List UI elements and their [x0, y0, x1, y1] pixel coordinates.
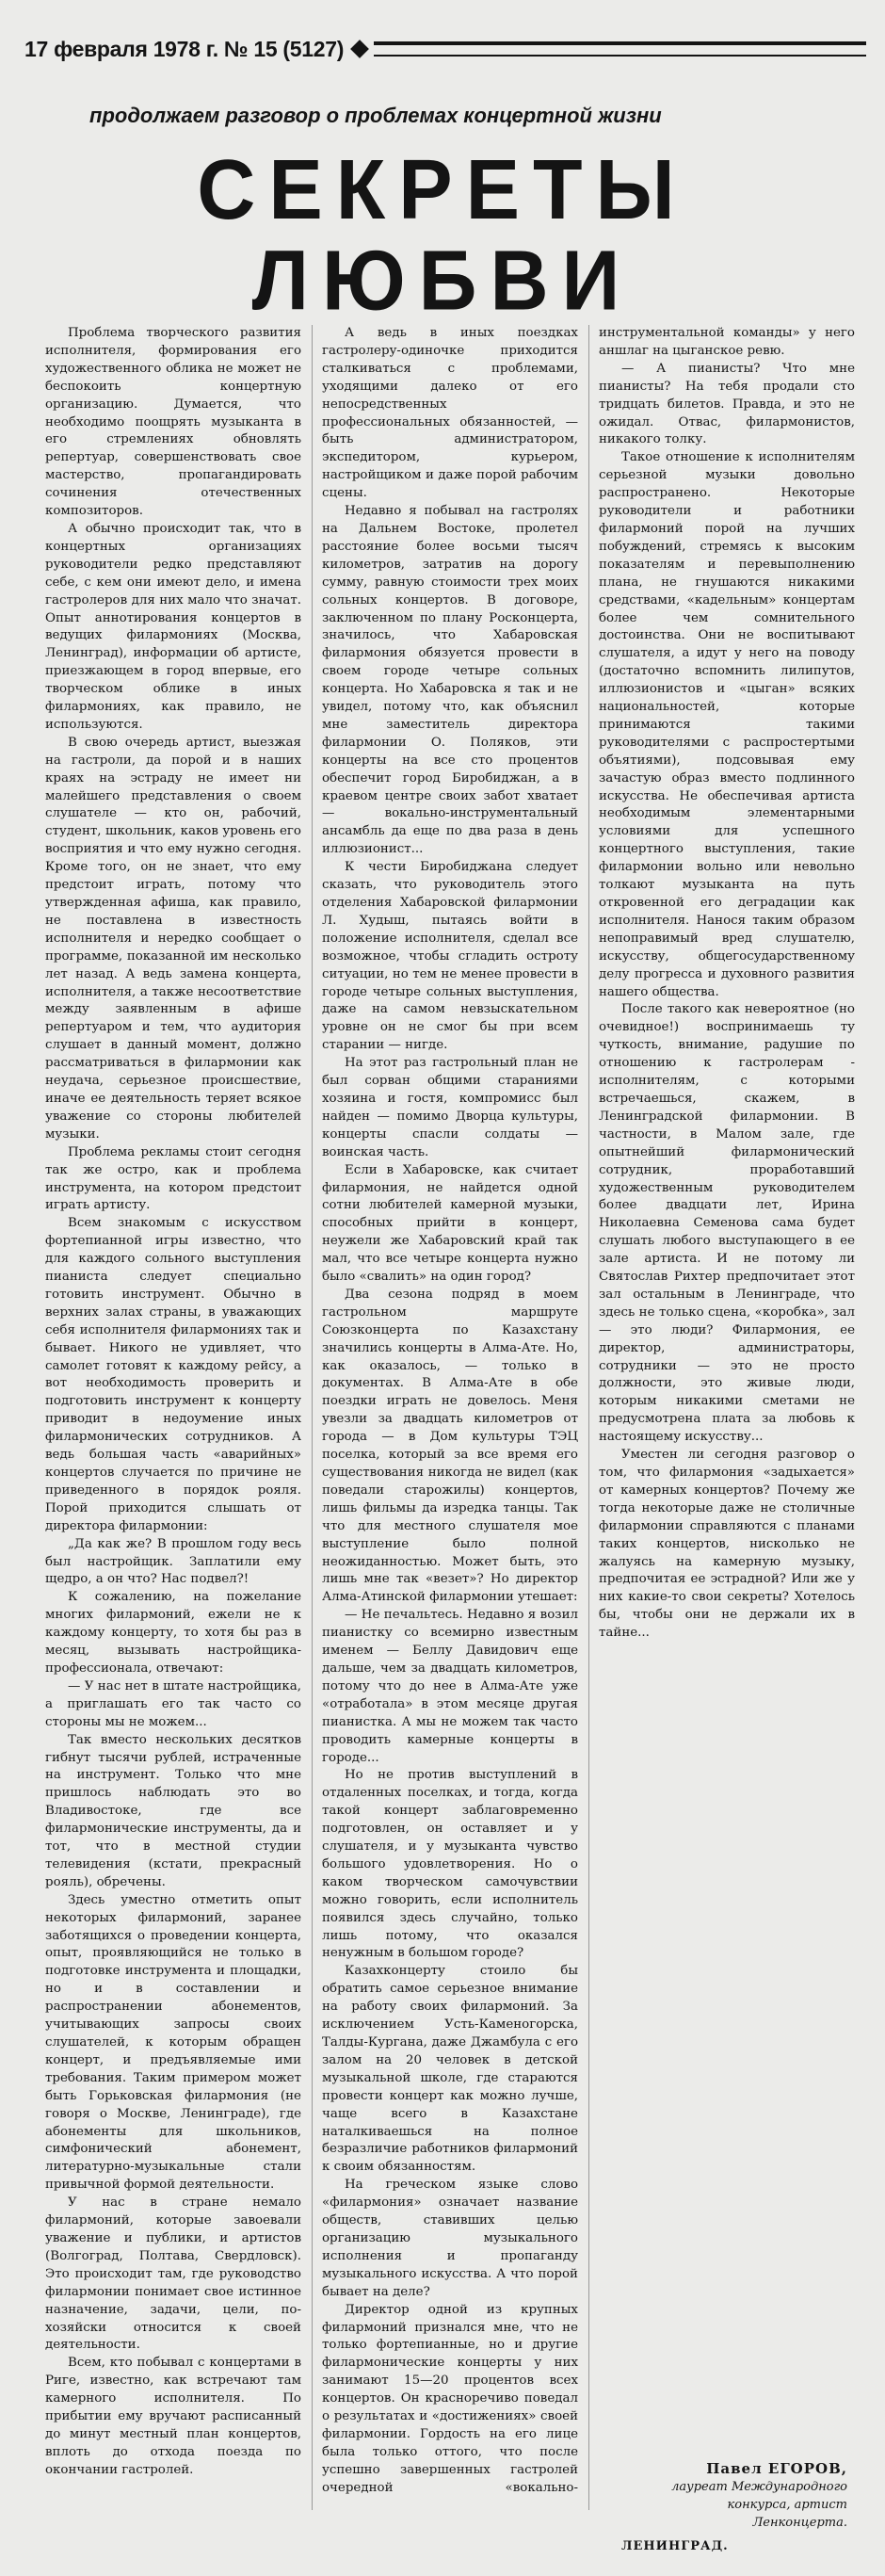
article-paragraph: Уместен ли сегодня разговор о том, что филармония «задыхается» от камерных концертов? Почему же тогда некоторые даже не столичные филармонии справляются с планами таких концертов, нисколько не жалуясь на камерную музыку, предпочитая ее эстрадной? Или же у них какие-то свои секреты? Хотелось бы, чтобы они не держали их в тайне... [599, 1448, 855, 1641]
article-paragraph: Директор одной из крупных филармоний признался мне, что не только фортепианные, но и другие филармонические концерты у них занимают 15—20 процентов всех концертов. Он красноречиво поведал о результатах и «достижениях» своей филармонии. Гордость на его лице была только оттого, что после успешно завершенных гастролей очередной «вокально-инструментальной команды» у него аншлаг на цыганское ревю. [322, 326, 855, 2495]
issue-line: 17 февраля 1978 г. № 15 (5127) [24, 36, 345, 61]
article-paragraph: На греческом языке слово «филармония» означает название обществ, ставивших целью организацию музыкального исполнения и пропаганду музыкального искусства. А что порой бывает на деле? [322, 2178, 578, 2299]
article-paragraph: На этот раз гастрольный план не был сорван общими стараниями хозяина и гостя, компромисс был найден — помимо Дворца культуры, концерты спасли солдаты — воинская часть. [322, 1056, 578, 1159]
article-paragraph: Проблема творческого развития исполнителя, формирования его художественного облика не может не беспокоить концертную организацию. Думается, что необходимо поощрять музыканта в его стремлениях обновлять репертуар, совершенствовать свое мастерство, пропагандировать сочинения отечественных композиторов. [45, 326, 301, 519]
author-name: Павел ЕГОРОВ, [706, 2460, 847, 2477]
article-paragraph: В свою очередь артист, выезжая на гастроли, да порой и в наших краях на эстраду не имеет ни малейшего представления о своем слушателе — кто он, рабочий, студент, школьник, каков уровень его восприятия и что ему нужно сегодня. Кроме того, он не знает, что ему предстоит играть, потому что утвержденная афиша, как правило, не поставлена в известность исполнителя и нередко сообщает о программе, показанной им несколько лет назад. А ведь замена концерта, исполнителя, а также несоответствие между заявленным в афише репертуаром и тем, что аудитория слушает в данный момент, должно рассматриваться в филармонии как неудача, серьезное происшествие, иначе ее деятельность теряет всякое уважение со стороны любителей музыки. [45, 735, 301, 1142]
diamond-icon [350, 40, 369, 58]
author-title-2: конкурса, артист [727, 2498, 847, 2512]
article-paragraph: — У нас нет в штате настройщика, а приглашать его так часто со стороны мы не можем... [45, 1678, 301, 1729]
article-paragraph: Недавно я побывал на гастролях на Дальнем Востоке, пролетел расстояние более восьми тысяч километров, затратив на дорогу сумму, равную стоимости трех моих сольных концертов. В договоре, заключенном по плану Росконцерта, значилось, что Хабаровская филармония обязуется провести в своем городе четыре сольных концерта. Но Хабаровска я так и не увидел, потому что, как объяснил мне заместитель директора филармонии О. Поляков, эти концерты на все сто процентов обеспечит город Биробиджан, а в краевом центре своих забот хватает — вокально-инструментальный ансамбль да еще по два раза в день иллюзионист... [322, 504, 578, 857]
article-paragraph: У нас в стране немало филармоний, которые завоевали уважение и публики, и артистов (Волгоград, Полтава, Свердловск). Это происходит там, где руководство филармонии понимает свое истинное назначение, задачи, цели, по-хозяйски относится к своей деятельности. [45, 2195, 301, 2353]
article-paragraph: Здесь уместно отметить опыт некоторых филармоний, заранее заботящихся о проведении концерта, опыт, проявляющийся не только в подготовке инструмента и площадки, но и в составлении и распространении абонементов, учитывающих запросы своих слушателей, к которым обращен концерт, и предъявляемые ими требования. Таким примером может быть Горьковская филармония (не говоря о Москве, Ленинграде), где абонементы для школьников, симфонический абонемент, литературно-музыкальные стали привычной формой деятельности. [45, 1892, 301, 2193]
article-paragraph: Так вместо нескольких десятков гибнут тысячи рублей, истраченные на инструмент. Только что мне пришлось наблюдать это во Владивостоке, где все филармонические инструменты, да и тот, что в местной студии телевидения (кстати, прекрасный рояль), обречены. [45, 1732, 301, 1889]
article-paragraph: Такое отношение к исполнителям серьезной музыки довольно распространено. Некоторые руководители и работники филармоний порой на лучших побуждений, стремясь к высоким показателям и перевыполнению плана, не гнушаются никакими средствами, «кадельным» концертам более чем сомнительного достоинства. Они не воспитывают слушателя, а идут у него на поводу (достаточно вспомнить лилипутов, иллюзионистов и «цыган» всяких национальностей, которые принимаются такими руководителями с распростертыми объятиями), подсовывая ему зачастую образ вместо подлинного искусства. Не обеспечивая артиста необходимым элементарными условиями для успешного концертного выступления, такие филармонии вольно или невольно толкают музыканта на путь откровенной его деградации как исполнителя. Нанося таким образом непоправимый вред слушателю, искусству, общегосударственному делу прогресса и духовного развития нашего общества. [599, 450, 855, 999]
dateline-city: ЛЕНИНГРАД. [621, 2539, 729, 2553]
article-headline: СЕКРЕТЫ ЛЮБВИ [197, 142, 688, 329]
article-paragraph: К чести Биробиджана следует сказать, что руководитель этого отделения Хабаровской филармонии Л. Худыш, пытаясь войти в положение исполнителя, сделал все возможное, чтобы сгладить остроту ситуации, но тем не менее провести в городе четыре сольных выступления, даже на самом невзыскательном уровне он не смог бы при всем старании — нигде. [322, 860, 578, 1053]
article-body [45, 325, 855, 2510]
author-title-3: Ленконцерта. [752, 2516, 847, 2530]
article-paragraph: „Да как же? В прошлом году весь был настройщик. Заплатили ему щедро, а он что? Нас подвел?! [45, 1536, 301, 1587]
article-paragraph: Если в Хабаровске, как считает филармония, не найдется одной сотни любителей камерной музыки, способных прийти в концерт, неужели же Хабаровский край так мал, что все четыре концерта нужно было «свалить» на один город? [322, 1162, 578, 1285]
article-paragraph: Всем, кто побывал с концертами в Риге, известно, как встречают там камерного исполнителя. По прибытии ему вручают расписанный до минут местный план концертов, вплоть до отхода поезда по окончании гастролей. [45, 2356, 301, 2477]
header-rule [374, 41, 866, 57]
article-paragraph: Казахконцерту стоило бы обратить самое серьезное внимание на работу своих филармоний. За исключением Усть-Каменогорска, Талды-Кургана, даже Джамбула с его залом на 20 человек в детской музыкальной школе, где стараются провести концерт как можно лучше, чаще всего в Казахстане наталкиваешься на полное безразличие работников филармоний к своим обязанностям. [322, 1964, 578, 2175]
article-paragraph: — Не печальтесь. Недавно я возил пианистку со всемирно известным именем — Беллу Давидович еще дальше, чем за двадцать километров, потому что до нее в Алма-Ате уже «отработала» в этом месяце другая пианистка. А мы не можем так часто проводить камерные концерты в городе... [322, 1608, 578, 1765]
article-paragraph: После такого как невероятное (но очевидное!) воспринимаешь ту чуткость, внимание, радушие по отношению к гастролерам - исполнителям, с которыми встречаешься, скажем, в Ленинградской филармонии. В частности, в Малом зале, где опытнейший филармонический сотрудник, проработавший художественным руководителем более двадцати лет, Ирина Николаевна Семенова сама будет слушать любого выступающего в ее зале артиста. И не потому ли Святослав Рихтер предпочитает этот зал остальным в Ленинграде, что здесь не только сцена, «коробка», зал — это люди? Филармония, ее директор, администраторы, сотрудники — это не просто должности, это живые люди, которым никакими сметами не предусмотрена плата за любовь к настоящему искусству... [599, 1002, 855, 1445]
byline [584, 2460, 847, 2555]
article-paragraph: К сожалению, на пожелание многих филармоний, ежели не к каждому концерту, то хотя бы раз в месяц, вызывать настройщика-профессионала, отвечают: [45, 1590, 301, 1676]
author-title-1: лауреат Международного [671, 2480, 847, 2494]
article-paragraph: Но не против выступлений в отдаленных поселках, и тогда, когда такой концерт заблаговременно подготовлен, он оставляет и у слушателя, и у музыканта чувство большого удовлетворения. Но о каком творческом самочувствии можно говорить, если исполнитель появился здесь случайно, только лишь потому, что оказался ненужным в большом городе? [322, 1768, 578, 1961]
page-header [24, 30, 866, 68]
article-paragraph: Два сезона подряд в моем гастрольном маршруте Союзконцерта по Казахстану значились концерты в Алма-Ате. Но, как оказалось, — только в документах. В Алма-Ате в обе поездки играть не довелось. Меня увезли за двадцать километров от города — в Дом культуры ТЭЦ поселка, который за все время его существования никогда не видел (как поведали старожилы) концертов, лишь фильмы да изредка танцы. Так что для местного слушателя мое выступление было полной неожиданностью. Может быть, это лишь мне так «везет»? Но директор Алма-Атинской филармонии утешает: [322, 1287, 578, 1605]
article-paragraph: А ведь в иных поездках гастролеру-одиночке приходится сталкиваться с проблемами, уходящими далеко от его непосредственных профессиональных обязанностей, — быть администратором, экспедитором, курьером, настройщиком и даже порой рабочим сцены. [322, 326, 578, 501]
article-paragraph: Всем знакомым с искусством фортепианной игры известно, что для каждого сольного выступления пианиста следует специально готовить инструмент. Обычно в верхних залах страны, в уважающих себя исполнителя филармониях так и бывает. Никого не удивляет, что самолет готовят к каждому рейсу, а вот необходимость проверить и подготовить инструмент к концерту приводит в недоумение иных филармонических сотрудников. А ведь большая часть «аварийных» концертов случается по причине не приведенного в порядок рояля. Порой приходится слышать от директора филармонии: [45, 1216, 301, 1533]
article-kicker: продолжаем разговор о проблемах концертной жизни [89, 104, 662, 127]
article-paragraph: Проблема рекламы стоит сегодня так же остро, как и проблема инструмента, на котором предстоит играть артисту. [45, 1144, 301, 1213]
article-paragraph: А обычно происходит так, что в концертных организациях руководители редко представляют себе, с кем они имеют дело, и имена гастролеров для них мало что значат. Опыт аннотирования концертов в ведущих филармониях (Москва, Ленинград), информации об артисте, приезжающем в город впервые, его творческом облике в иных филармониях, как правило, не используются. [45, 521, 301, 732]
article-paragraph: — А пианисты? Что мне пианисты? На тебя продали сто тридцать билетов. Правда, и это не ожидал. Отвас, филармонистов, никакого толку. [599, 361, 855, 447]
